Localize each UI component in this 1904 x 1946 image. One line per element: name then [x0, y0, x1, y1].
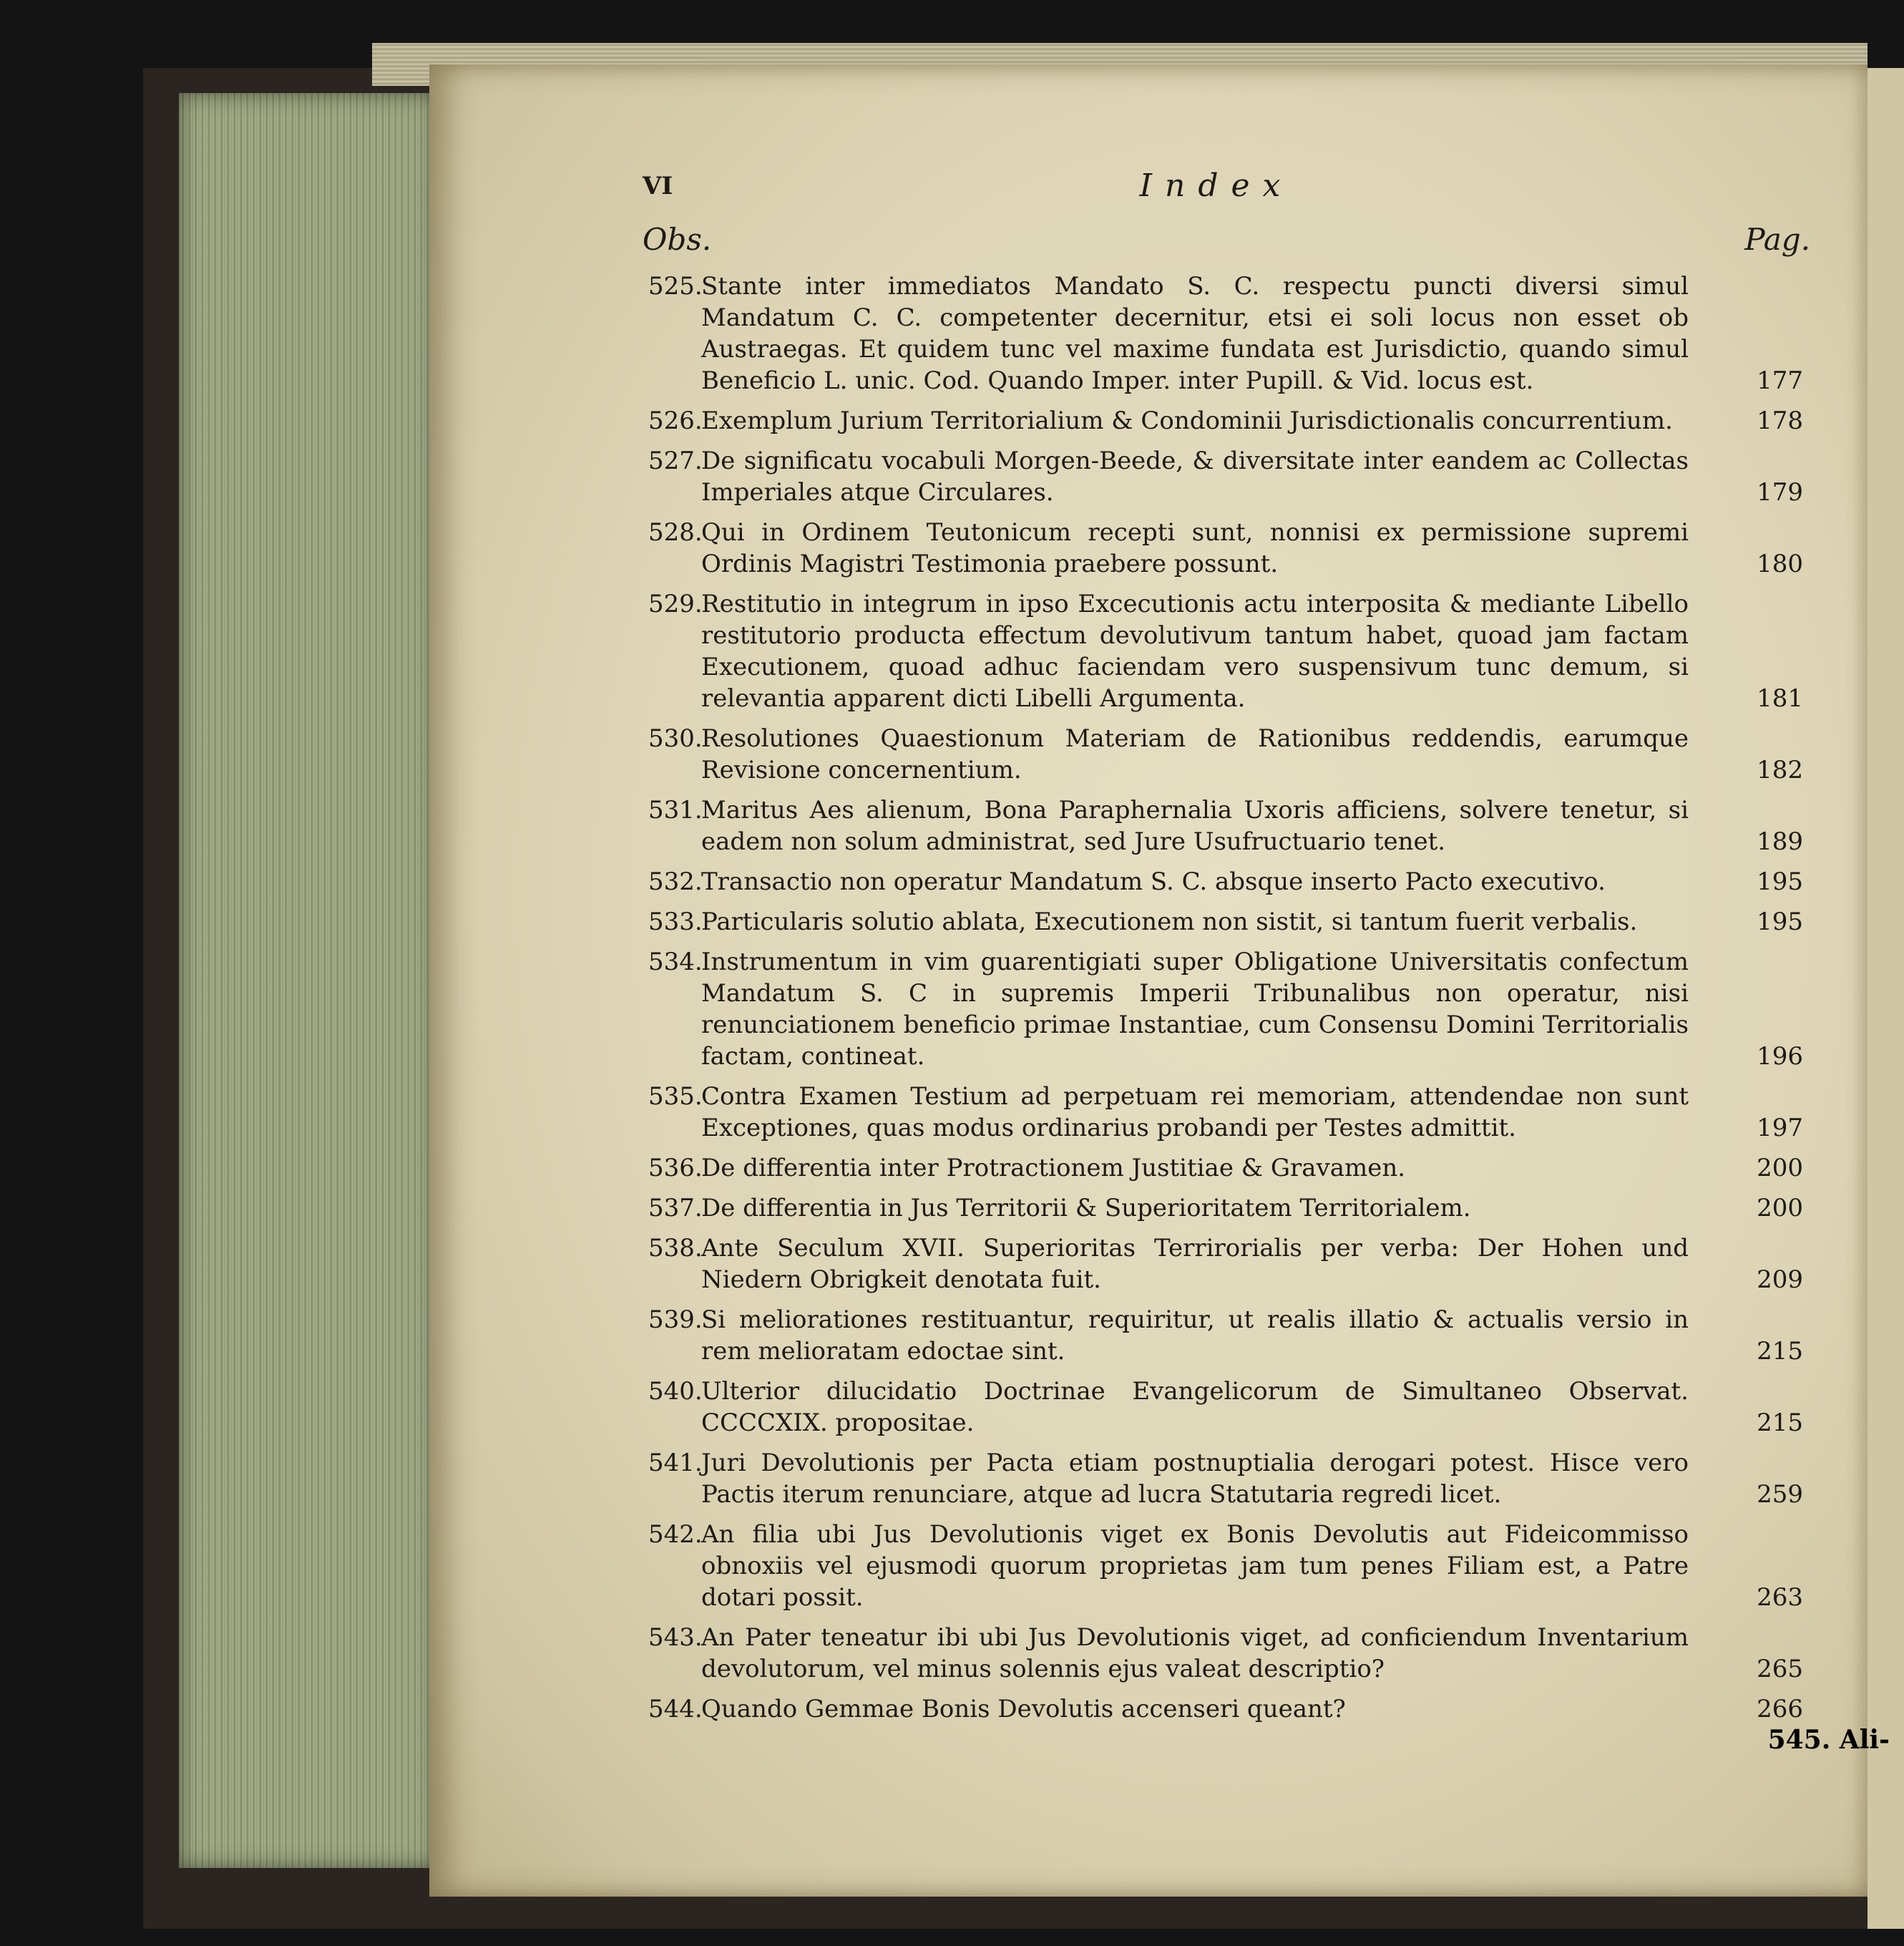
index-entry	[630, 405, 1803, 437]
entry-page: 200	[1757, 1154, 1803, 1182]
entry-number: 525.	[648, 272, 703, 301]
entry-page: 263	[1757, 1583, 1803, 1612]
entry-page: 195	[1757, 908, 1803, 936]
entry-text: De differentia inter Protractionem Justitiae & Gravamen.	[701, 1154, 1406, 1182]
page-edges	[179, 93, 436, 1868]
index-entry	[630, 1447, 1803, 1510]
entry-number: 530.	[648, 724, 703, 753]
entry-number: 529.	[648, 590, 703, 618]
entry-text: Juri Devolutionis per Pacta etiam postnuptialia derogari potest. Hisce vero Pactis iterum renunciare, atque ad lucra Statutaria regredi licet.	[701, 1449, 1689, 1509]
entry-page: 265	[1757, 1655, 1803, 1683]
entry-number: 537.	[648, 1194, 703, 1222]
entry-page: 266	[1757, 1695, 1803, 1723]
index-entry	[630, 517, 1803, 580]
entry-text: An filia ubi Jus Devolutionis viget ex Bonis Devolutis aut Fideicommisso obnoxiis vel ejusmodi quorum proprietas jam tum penes Filiam est, a Patre dotari possit.	[701, 1520, 1689, 1612]
entry-page: 259	[1757, 1480, 1803, 1509]
entry-text: Transactio non operatur Mandatum S. C. absque inserto Pacto executivo.	[701, 867, 1606, 896]
entry-number: 531.	[648, 796, 703, 824]
index-entry	[630, 1693, 1803, 1725]
entry-page: 178	[1757, 407, 1803, 435]
index-entry	[630, 866, 1803, 897]
index-entry	[630, 723, 1803, 786]
entry-number: 532.	[648, 867, 703, 896]
entry-number: 540.	[648, 1377, 703, 1406]
entry-number: 527.	[648, 447, 703, 475]
entry-number: 541.	[648, 1449, 703, 1477]
entry-text: De differentia in Jus Territorii & Superioritatem Territorialem.	[701, 1194, 1471, 1222]
entry-page: 215	[1757, 1337, 1803, 1366]
entry-number: 539.	[648, 1305, 703, 1334]
index-entry	[630, 271, 1803, 397]
entry-text: Restitutio in integrum in ipso Excecutionis actu interposita & mediante Libello restitutorio producta effectum devolutivum tantum habet, quoad jam factam Executionem, quoad adhuc faciendam vero suspensivum tunc demum, si relevantia apparent dicti Libelli Argumenta.	[701, 590, 1689, 713]
entry-number: 544.	[648, 1695, 703, 1723]
entry-text: De significatu vocabuli Morgen-Beede, & diversitate inter eandem ac Collectas Imperiales atque Circulares.	[701, 447, 1689, 507]
entry-page: 196	[1757, 1042, 1803, 1071]
entry-number: 536.	[648, 1154, 703, 1182]
entry-page: 182	[1757, 756, 1803, 784]
column-obs: Obs.	[643, 222, 712, 257]
entry-number: 526.	[648, 407, 703, 435]
entry-text: Particularis solutio ablata, Executionem non sistit, si tantum fuerit verbalis.	[701, 908, 1638, 936]
entry-text: Exemplum Jurium Territorialium & Condominii Jurisdictionalis concurrentium.	[701, 407, 1673, 435]
index-entry	[630, 1304, 1803, 1367]
entry-page: 181	[1757, 684, 1803, 713]
page-number: VI	[643, 172, 673, 200]
index-entry	[630, 1519, 1803, 1613]
entry-text: An Pater teneatur ibi ubi Jus Devolutionis viget, ad conficiendum Inventarium devolutorum, vel minus solennis ejus valeat descriptio?	[701, 1623, 1689, 1683]
entry-page: 179	[1757, 478, 1803, 507]
index-entry	[630, 946, 1803, 1072]
page-title: Index	[1139, 167, 1294, 204]
entry-number: 542.	[648, 1520, 703, 1549]
index-entry	[630, 1152, 1803, 1184]
catchword: 545. Ali-	[1767, 1725, 1890, 1755]
running-head	[630, 167, 1803, 222]
index-entry	[630, 1376, 1803, 1439]
entry-page: 177	[1757, 366, 1803, 395]
index-entry	[630, 1622, 1803, 1685]
entry-text: Resolutiones Quaestionum Materiam de Rationibus reddendis, earumque Revisione concernentium.	[701, 724, 1689, 784]
column-headers	[630, 222, 1810, 271]
entry-text: Ante Seculum XVII. Superioritas Terrirorialis per verba: Der Hohen und Niedern Obrigkeit denotata fuit.	[701, 1234, 1689, 1294]
column-pag: Pag.	[1744, 222, 1810, 257]
entry-text: Contra Examen Testium ad perpetuam rei memoriam, attendendae non sunt Exceptiones, quas modus ordinarius probandi per Testes admittit.	[701, 1082, 1689, 1142]
entry-page: 209	[1757, 1265, 1803, 1294]
entry-page: 195	[1757, 867, 1803, 896]
entry-number: 543.	[648, 1623, 703, 1652]
facing-page	[1868, 68, 1904, 1929]
entry-number: 534.	[648, 948, 703, 976]
entry-page: 197	[1757, 1114, 1803, 1142]
index-content	[630, 167, 1810, 1733]
entry-text: Ulterior dilucidatio Doctrinae Evangelicorum de Simultaneo Observat. CCCCXIX. propositae.	[701, 1377, 1689, 1437]
entry-text: Stante inter immediatos Mandato S. C. respectu puncti diversi simul Mandatum C. C. competenter decernitur, etsi ei soli locus non esset ob Austraegas. Et quidem tunc vel maxime fundata est Jurisdictio, quando simul Beneficio L. unic. Cod. Quando Imper. inter Pupill. & Vid. locus est.	[701, 272, 1689, 395]
entry-number: 535.	[648, 1082, 703, 1111]
entry-page: 189	[1757, 827, 1803, 856]
index-entry	[630, 794, 1803, 857]
entry-text: Maritus Aes alienum, Bona Paraphernalia Uxoris afficiens, solvere tenetur, si eadem non solum administrat, sed Jure Usufructuario tenet.	[701, 796, 1689, 856]
entry-page: 180	[1757, 550, 1803, 578]
entry-number: 533.	[648, 908, 703, 936]
index-entry	[630, 445, 1803, 508]
index-entry	[630, 1192, 1803, 1224]
entry-text: Quando Gemmae Bonis Devolutis accenseri queant?	[701, 1695, 1346, 1723]
index-entry	[630, 1081, 1803, 1144]
entry-page: 215	[1757, 1409, 1803, 1437]
entry-text: Si meliorationes restituantur, requiritur, ut realis illatio & actualis versio in rem melioratam edoctae sint.	[701, 1305, 1689, 1366]
index-entry	[630, 906, 1803, 938]
entry-text: Instrumentum in vim guarentigiati super Obligatione Universitatis confectum Mandatum S. C in supremis Imperii Tribunalibus non operatur, nisi renunciationem beneficio primae Instantiae, cum Consensu Domini Territorialis factam, contineat.	[701, 948, 1689, 1071]
entry-number: 528.	[648, 518, 703, 547]
index-entries	[630, 271, 1803, 1725]
index-entry	[630, 588, 1803, 714]
entry-number: 538.	[648, 1234, 703, 1263]
index-entry	[630, 1232, 1803, 1295]
entry-page: 200	[1757, 1194, 1803, 1222]
entry-text: Qui in Ordinem Teutonicum recepti sunt, nonnisi ex permissione supremi Ordinis Magistri Testimonia praebere possunt.	[701, 518, 1689, 578]
